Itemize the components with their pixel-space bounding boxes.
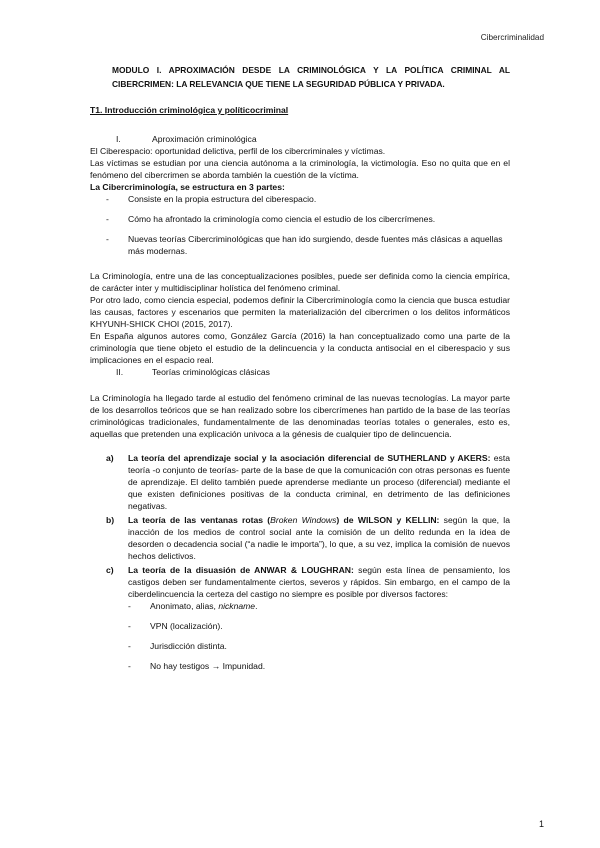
parts-list (90, 193, 510, 257)
paragraph: El Ciberespacio: oportunidad delictiva, perfil de los cibercriminales y víctimas. (90, 146, 386, 156)
paragraph: Por otro lado, como ciencia especial, podemos definir la Cibercriminología como la ciencia que busca estudiar las causas, factores y escenarios que permiten la materialización del cibercrimen o los delitos informáticos KHYUNH-SHICK CHOI (2015, 2017). (90, 295, 510, 329)
section-number: II. (116, 367, 124, 377)
section-title: Aproximación criminológica (152, 134, 257, 144)
paragraph: En España algunos autores como, González García (2016) la han conceptualizado como una parte de la criminología que tiene objeto el estudio de la delincuencia y la conducta antisocial en el ciberespacio y sus implicaciones en el espacio real. (90, 331, 510, 365)
section-number: I. (116, 134, 121, 144)
topic-heading: T1. Introducción criminológica y políticocriminal (90, 105, 289, 115)
factors-list (128, 600, 510, 672)
theory-text: según esta línea de pensamiento, los castigos deben ser fundamentalmente ciertos, severos y rápidos. Sin embargo, en el campo de la ciberdelincuencia la certeza del castigo no siempre es posible por diversos factores: (128, 565, 510, 599)
theory-text: según la que, la inacción de los medios de control social ante la comisión de un delito redunda en la idea de desorden o decadencia social (“a nadie le importa”), lo que, a su vez, implica la comisión de nuevos hechos delictivos. (128, 515, 510, 561)
theory-lead: La teoría de las ventanas rotas (Broken Windows) de WILSON y KELLIN: (128, 515, 440, 525)
page-number: 1 (538, 819, 544, 829)
section-title: Teorías criminológicas clásicas (152, 367, 270, 377)
item-label: c) (106, 565, 114, 575)
running-header: Cibercriminalidad (480, 33, 544, 42)
section-heading-2 (90, 366, 510, 378)
item-label: b) (106, 515, 115, 525)
theory-item (90, 452, 510, 512)
page-body (90, 64, 510, 674)
theories-list (90, 452, 510, 672)
theory-lead: La teoría del aprendizaje social y la asociación diferencial de SUTHERLAND y AKERS: (128, 453, 491, 463)
theory-lead: La teoría de la disuasión de ANWAR & LOUGHRAN: (128, 565, 354, 575)
list-item: - Jurisdicción distinta. (128, 640, 510, 652)
module-title: MODULO I. APROXIMACIÓN DESDE LA CRIMINOLÓGICA Y LA POLÍTICA CRIMINAL AL CIBERCRIMEN: LA RELEVANCIA QUE TIENE LA SEGURIDAD PÚBLICA Y PRIVADA. (112, 65, 510, 89)
theory-item (90, 514, 510, 562)
paragraph: La Criminología ha llegado tarde al estudio del fenómeno criminal de las nuevas tecnologías. La mayor parte de los desarrollos teóricos que se han realizado sobre los cibercrímenes han partido de la base de las teorías criminológicas tradicionales, fundamentalmente de las denominadas teorías totales o generales, esto es, aquellas que pretenden una explicación univoca a la génesis de cualquier tipo de delincuencia. (90, 393, 510, 439)
paragraph: La Cibercriminología, se estructura en 3 partes: (90, 182, 285, 192)
theory-item (90, 564, 510, 672)
list-item: - Nuevas teorías Cibercriminológicas que han ido surgiendo, desde fuentes más clásicas a aquellas más modernas. (90, 233, 510, 257)
theory-text: esta teoría -o conjunto de teorías- parte de la base de que la comunicación con otras personas es fuente de aprendizaje. El delito también puede aprenderse mediante un proceso (diferencial) mediante el que existen definiciones positivas de la conducta criminal, en detrimento de las definiciones negativas. (128, 453, 510, 511)
paragraph: Las víctimas se estudian por una ciencia autónoma a la criminología, la victimología. Eso no quita que en el fenómeno del cibercrimen se aborda también la cuestión de la víctima. (90, 158, 510, 180)
list-item: - Consiste en la propia estructura del ciberespacio. (90, 193, 510, 205)
list-item: - Anonimato, alias, nickname. (128, 600, 510, 612)
list-item: - Cómo ha afrontado la criminología como ciencia el estudio de los cibercrímenes. (90, 213, 510, 225)
section-heading-1 (90, 133, 510, 145)
item-label: a) (106, 453, 114, 463)
paragraph: La Criminología, entre una de las conceptualizaciones posibles, puede ser definida como la ciencia empírica, de carácter inter y multidisciplinar holística del fenómeno criminal. (90, 271, 510, 293)
list-item: - No hay testigos → Impunidad. (128, 660, 510, 672)
list-item: - VPN (localización). (128, 620, 510, 632)
